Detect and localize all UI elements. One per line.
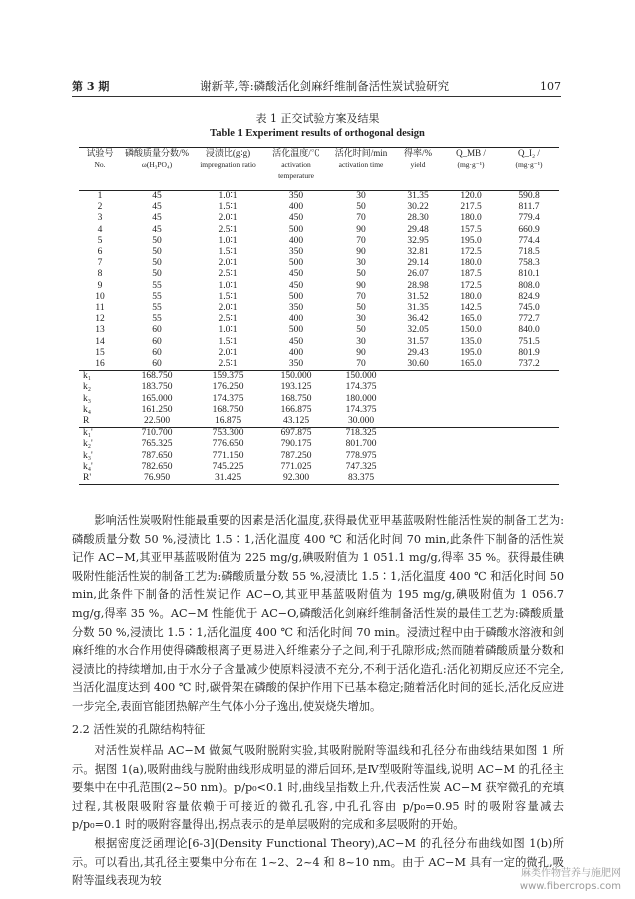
table-cell: 30.60 bbox=[407, 359, 429, 370]
table-cell: 753.300 bbox=[193, 428, 263, 440]
table-cell-empty bbox=[443, 462, 499, 473]
table-cell: 157.5 bbox=[460, 224, 482, 235]
table-cell: 450 bbox=[288, 213, 304, 224]
column-header bbox=[393, 148, 443, 191]
table-cell: 801.700 bbox=[345, 439, 377, 450]
table-cell-empty bbox=[499, 439, 559, 450]
table-cell: 31.52 bbox=[407, 291, 429, 302]
table-cell: 31.57 bbox=[407, 336, 429, 347]
table-cell-empty bbox=[443, 439, 499, 450]
table-cell-empty bbox=[443, 382, 499, 393]
table-cell: 90 bbox=[356, 280, 366, 291]
table-row bbox=[79, 394, 559, 405]
table-cell: k₂' bbox=[83, 439, 93, 450]
table-cell: 771.150 bbox=[212, 450, 244, 461]
table-cell: 1.5∶1 bbox=[218, 336, 238, 347]
table-cell: 12 bbox=[95, 314, 105, 325]
table-cell: 166.875 bbox=[280, 404, 312, 415]
column-header-cn: 得率/% bbox=[404, 148, 432, 158]
table-cell: 150.0 bbox=[460, 325, 482, 336]
table-cell: 90 bbox=[356, 224, 366, 235]
table-cell: 50 bbox=[152, 247, 162, 258]
table-row bbox=[79, 213, 559, 224]
table-cell: 50 bbox=[356, 269, 366, 280]
table-cell-empty bbox=[443, 394, 499, 405]
table-cell: 32.05 bbox=[407, 325, 429, 336]
table-caption-cn: 表 1 正交试验方案及结果 bbox=[255, 112, 380, 125]
column-header bbox=[193, 148, 263, 191]
running-header bbox=[72, 78, 561, 94]
column-header bbox=[329, 148, 393, 191]
table-cell: 790.175 bbox=[280, 439, 312, 450]
table-row bbox=[79, 191, 559, 203]
table-cell: 174.375 bbox=[345, 382, 377, 393]
table-cell: 55 bbox=[152, 303, 162, 314]
table-cell: k₃' bbox=[83, 450, 93, 461]
table-cell: 745.225 bbox=[212, 461, 244, 472]
table-cell: 751.5 bbox=[518, 336, 540, 347]
table-cell-empty bbox=[443, 428, 499, 440]
table-cell: k₁ bbox=[79, 371, 121, 383]
table-cell-empty bbox=[443, 451, 499, 462]
table-cell: 161.250 bbox=[141, 404, 173, 415]
table-cell: 400 bbox=[288, 314, 304, 325]
column-header-en: (mg·g⁻¹) bbox=[457, 160, 485, 169]
column-header bbox=[443, 148, 499, 191]
column-header-en: (mg·g⁻¹) bbox=[515, 160, 543, 169]
table-cell: 787.250 bbox=[280, 450, 312, 461]
table-cell: 70 bbox=[356, 235, 366, 246]
column-header bbox=[121, 148, 193, 191]
table-cell: 195.0 bbox=[460, 347, 482, 358]
column-header-en: No. bbox=[94, 160, 106, 169]
table-cell: 2.5∶1 bbox=[218, 269, 238, 280]
table-cell: 16.875 bbox=[214, 416, 242, 427]
table-cell: 120.0 bbox=[460, 191, 482, 201]
table-cell: 772.7 bbox=[518, 314, 540, 325]
table-cell: 450 bbox=[288, 280, 304, 291]
table-cell: 9 bbox=[97, 280, 103, 291]
table-cell: 1.5∶1 bbox=[218, 291, 238, 302]
table-cell: 13 bbox=[95, 325, 105, 336]
column-header-en: activation time bbox=[338, 160, 384, 169]
table-cell: 55 bbox=[152, 291, 162, 302]
table-cell: 400 bbox=[288, 202, 304, 213]
table-cell: 45 bbox=[152, 213, 162, 224]
table-cell: 90 bbox=[356, 247, 366, 258]
table-cell: 31.35 bbox=[407, 191, 429, 201]
table-cell: 824.9 bbox=[518, 291, 540, 302]
table-cell: 50 bbox=[152, 269, 162, 280]
table-cell: 765.325 bbox=[141, 439, 173, 450]
table-cell: 70 bbox=[356, 213, 366, 224]
table-cell-empty bbox=[393, 451, 443, 462]
column-header-en: ω(H₃PO₄) bbox=[141, 160, 173, 169]
table-cell: k₄' bbox=[83, 461, 93, 472]
table-caption-en: Table 1 Experiment results of orthogonal design bbox=[210, 128, 425, 139]
page-number: 107 bbox=[540, 79, 561, 93]
table-row bbox=[79, 371, 559, 383]
table-row bbox=[79, 258, 559, 269]
table-cell: 43.125 bbox=[282, 416, 310, 427]
table-cell-empty bbox=[393, 382, 443, 393]
table-cell: 150.000 bbox=[263, 371, 329, 383]
table-cell: 50 bbox=[152, 235, 162, 246]
table-row bbox=[79, 303, 559, 314]
table-cell: 2.5∶1 bbox=[218, 224, 238, 235]
table-cell: 500 bbox=[288, 291, 304, 302]
table-cell: 1.0∶1 bbox=[218, 191, 238, 201]
table-cell: 350 bbox=[288, 191, 304, 201]
table-cell: 1.0∶1 bbox=[218, 280, 238, 291]
table-cell-empty bbox=[393, 371, 443, 383]
table-cell: 30 bbox=[356, 258, 366, 269]
table-cell: 165.0 bbox=[460, 314, 482, 325]
table-cell: 70 bbox=[356, 359, 366, 370]
table-cell-empty bbox=[393, 416, 443, 428]
table-cell: 2.0∶1 bbox=[218, 258, 238, 269]
table-cell: 180.000 bbox=[345, 393, 377, 404]
table-cell: 500 bbox=[288, 224, 304, 235]
table-cell: 758.3 bbox=[518, 258, 540, 269]
table-cell-empty bbox=[393, 428, 443, 440]
table-cell: k₂ bbox=[83, 382, 92, 393]
table-cell: 50 bbox=[356, 325, 366, 336]
table-cell-empty bbox=[499, 428, 559, 440]
watermark-line2: www.fibercrops.com bbox=[519, 881, 621, 892]
table-cell-empty bbox=[499, 473, 559, 485]
table-cell: 174.375 bbox=[345, 404, 377, 415]
column-header-cn: Q_MB / bbox=[456, 148, 486, 158]
table-cell: 32.95 bbox=[407, 235, 429, 246]
table-cell: 2.0∶1 bbox=[218, 347, 238, 358]
table-cell: 50 bbox=[356, 303, 366, 314]
table-cell: 83.375 bbox=[329, 473, 393, 485]
table-cell: 660.9 bbox=[518, 224, 540, 235]
table-cell: 168.750 bbox=[280, 393, 312, 404]
column-header-cn: 磷酸质量分数/% bbox=[125, 148, 189, 158]
table-cell: 30.22 bbox=[407, 202, 429, 213]
table-cell-empty bbox=[443, 473, 499, 485]
paragraph: 影响活性炭吸附性能最重要的因素是活化温度,获得最优亚甲基蓝吸附性能活性炭的制备工艺为:磷酸质量分数 50 %,浸渍比 1.5∶1,活化温度 400 ℃ 和活化时间 70 min,此条件下制备的活性炭记作 AC−M,其亚甲基蓝吸附值为 225 mg/g,碘吸附值为 1 051.1 mg/g,得率 35 %。获得最佳碘吸附性能活性炭的制备工艺为:磷酸质量分数 55 %,浸渍比 1.5∶1,活化温度 400 ℃ 和活化时间 50 min,此条件下制备的活性炭记作 AC−O,其亚甲基蓝吸附值为 195 mg/g,碘吸附值为 1 056.7 mg/g,得率 35 %。AC−M 性能优于 AC−O,磷酸活化剑麻纤维制备活性炭的最佳工艺为:磷酸质量分数 50 %,浸渍比 1.5∶1,活化温度 400 ℃ 和活化时间 70 min。浸渍过程中由于磷酸水溶液和剑麻纤维的水合作用使得磷酸根离子更易进入纤维素分子之间,利于孔隙形成;然而随着磷酸质量分数和浸渍比的持续增加,由于水分子含量减少使原料浸渍不充分,不利于活化造孔:活化初期反应还不完全,当活化温度达到 400 ℃ 时,碳骨架在磷酸的保护作用下已基本稳定;随着活化时间的延长,活化反应进一步完全,表面官能团热解产生气体小分子逸出,使炭烧失增加。 bbox=[72, 514, 564, 713]
table-cell: 31.425 bbox=[193, 473, 263, 485]
table-cell-empty bbox=[443, 416, 499, 428]
table-cell: 2 bbox=[97, 202, 103, 213]
table-cell: 172.5 bbox=[460, 280, 482, 291]
table-cell: 60 bbox=[152, 347, 162, 358]
table-cell: 165.0 bbox=[460, 359, 482, 370]
table-cell: 810.1 bbox=[518, 269, 540, 280]
column-header bbox=[499, 148, 559, 191]
table-cell: 590.8 bbox=[518, 191, 540, 201]
table-row bbox=[79, 348, 559, 359]
table-row bbox=[79, 462, 559, 473]
table-cell-empty bbox=[499, 416, 559, 428]
table-cell: 350 bbox=[288, 303, 304, 314]
column-header-cn: Q_I₂ / bbox=[518, 148, 540, 158]
table-cell: 55 bbox=[152, 314, 162, 325]
table-cell: 31.35 bbox=[407, 303, 429, 314]
table-cell: 183.750 bbox=[141, 382, 173, 393]
table-cell: 11 bbox=[95, 303, 105, 314]
table-cell: 718.5 bbox=[518, 247, 540, 258]
table-cell: 172.5 bbox=[460, 247, 482, 258]
table-cell: 3 bbox=[97, 213, 103, 224]
table-row bbox=[79, 382, 559, 393]
table-cell: 710.700 bbox=[121, 428, 193, 440]
paragraph: 根据密度泛函理论[6-3](Density Functional Theory),AC−M 的孔径分布曲线如图 1(b)所示。可以看出,其孔径主要集中分布在 1~2、2~4 和 8~10 nm。由于 AC−M 具有一定的微孔,吸附等温线表现为较 bbox=[72, 836, 564, 888]
table-cell-empty bbox=[499, 405, 559, 416]
table-cell: 718.325 bbox=[329, 428, 393, 440]
table-cell: 1 bbox=[97, 191, 103, 201]
table-cell: 22.500 bbox=[143, 416, 171, 427]
table-cell: 26.07 bbox=[407, 269, 429, 280]
table-cell: 45 bbox=[152, 224, 162, 235]
table-cell: 168.750 bbox=[121, 371, 193, 383]
table-cell: 180.0 bbox=[460, 291, 482, 302]
table-cell: 1.5∶1 bbox=[218, 247, 238, 258]
table-cell: 159.375 bbox=[193, 371, 263, 383]
paragraph: 对活性炭样品 AC−M 做氮气吸附脱附实验,其吸附脱附等温线和孔径分布曲线结果如图 1 所示。据图 1(a),吸附曲线与脱附曲线形成明显的滞后回环,是Ⅳ型吸附等温线,说明 AC−M 的孔径主要集中在中孔范围(2~50 nm)。p/p₀<0.1 时,曲线呈指数上升,代表活性炭 AC−M 获窄微孔的充填过程,其极限吸附容量依赖于可接近的微孔孔容,中孔孔容由 p/p₀=0.95 时的吸附容量减去 p/p₀=0.1 时的吸附容量得出,拐点表示的是单层吸附的完成和多层吸附的开始。 bbox=[72, 744, 564, 832]
table-cell: 168.750 bbox=[212, 404, 244, 415]
table-cell: 774.4 bbox=[518, 235, 540, 246]
table-row bbox=[79, 225, 559, 236]
table-row bbox=[79, 281, 559, 292]
table-cell: 45 bbox=[152, 191, 162, 201]
orthogonal-results-table bbox=[79, 147, 559, 485]
table-row bbox=[79, 269, 559, 280]
table-cell: 187.5 bbox=[460, 269, 482, 280]
table-cell: 10 bbox=[95, 291, 105, 302]
table-cell: 29.43 bbox=[407, 347, 429, 358]
table-cell: 8 bbox=[97, 269, 103, 280]
table-cell: 30 bbox=[356, 336, 366, 347]
table-cell: 176.250 bbox=[212, 382, 244, 393]
table-cell: 135.0 bbox=[460, 336, 482, 347]
table-cell: 76.950 bbox=[121, 473, 193, 485]
table-row bbox=[79, 337, 559, 348]
table-cell: 7 bbox=[97, 258, 103, 269]
table-cell-empty bbox=[393, 394, 443, 405]
table-cell: 745.0 bbox=[518, 303, 540, 314]
table-cell: 350 bbox=[288, 359, 304, 370]
table-row bbox=[79, 473, 559, 485]
table-cell: 782.650 bbox=[141, 461, 173, 472]
header-rule bbox=[72, 96, 561, 97]
issue-label: 第 3 期 bbox=[72, 80, 110, 93]
table-cell: R' bbox=[79, 473, 121, 485]
table-cell: 180.0 bbox=[460, 213, 482, 224]
table-cell-empty bbox=[499, 462, 559, 473]
table-cell: 2.5∶1 bbox=[218, 359, 238, 370]
table-cell: k₁' bbox=[79, 428, 121, 440]
table-cell: R bbox=[83, 416, 90, 427]
table-cell: 45 bbox=[152, 202, 162, 213]
table-cell: 142.5 bbox=[460, 303, 482, 314]
table-cell: 450 bbox=[288, 336, 304, 347]
table-cell: 28.98 bbox=[407, 280, 429, 291]
column-header-cn: 试验号 bbox=[86, 148, 114, 158]
column-header-en: impregnation ratio bbox=[200, 160, 256, 169]
table-cell: 60 bbox=[152, 336, 162, 347]
table-cell: 60 bbox=[152, 359, 162, 370]
table-cell: 697.875 bbox=[263, 428, 329, 440]
table-cell: 29.48 bbox=[407, 224, 429, 235]
table-cell: 30.000 bbox=[347, 416, 375, 427]
table-cell: 350 bbox=[288, 247, 304, 258]
table-cell: 195.0 bbox=[460, 235, 482, 246]
column-header bbox=[263, 148, 329, 191]
table-row bbox=[79, 292, 559, 303]
column-header-en: yield bbox=[410, 160, 426, 169]
body-text-2 bbox=[72, 742, 564, 891]
table-cell: 811.7 bbox=[518, 202, 540, 213]
table-cell: 90 bbox=[356, 347, 366, 358]
table-row bbox=[79, 314, 559, 325]
table-cell: 217.5 bbox=[460, 202, 482, 213]
column-header-cn: 浸渍比(g∶g) bbox=[205, 148, 251, 158]
table-cell: 5 bbox=[97, 235, 103, 246]
table-cell: 787.650 bbox=[141, 450, 173, 461]
table-cell: 165.000 bbox=[141, 393, 173, 404]
column-header-cn: 活化时间/min bbox=[334, 148, 388, 158]
table-cell: 500 bbox=[288, 258, 304, 269]
table-cell: 193.125 bbox=[280, 382, 312, 393]
table-cell: 400 bbox=[288, 235, 304, 246]
table-cell-empty bbox=[443, 371, 499, 383]
table-cell-empty bbox=[499, 451, 559, 462]
table-cell: 2.5∶1 bbox=[218, 314, 238, 325]
column-header-cn: 活化温度/℃ bbox=[272, 148, 320, 158]
table-row bbox=[79, 416, 559, 428]
table-cell: 30 bbox=[356, 314, 366, 325]
table-cell: 737.2 bbox=[518, 359, 540, 370]
table-cell: k₄ bbox=[83, 404, 92, 415]
table-row bbox=[79, 359, 559, 371]
table-cell-empty bbox=[393, 439, 443, 450]
table-cell: 29.14 bbox=[407, 258, 429, 269]
table-cell: 4 bbox=[97, 224, 103, 235]
table-cell: 32.81 bbox=[407, 247, 429, 258]
table-cell: 50 bbox=[152, 258, 162, 269]
table-cell: 500 bbox=[288, 325, 304, 336]
table-cell-empty bbox=[393, 473, 443, 485]
column-header bbox=[79, 148, 121, 191]
table-cell: 16 bbox=[95, 359, 105, 370]
table-cell-empty bbox=[499, 382, 559, 393]
table-cell: 50 bbox=[356, 202, 366, 213]
table-cell: 2.0∶1 bbox=[218, 303, 238, 314]
table-row bbox=[79, 236, 559, 247]
table-cell: 174.375 bbox=[212, 393, 244, 404]
table-cell: 55 bbox=[152, 280, 162, 291]
table-cell: 1.0∶1 bbox=[218, 325, 238, 336]
table-cell: 747.325 bbox=[345, 461, 377, 472]
column-header-en: activation temperature bbox=[278, 160, 314, 180]
table-row bbox=[79, 247, 559, 258]
table-cell-empty bbox=[393, 405, 443, 416]
table-cell: 28.30 bbox=[407, 213, 429, 224]
table-row bbox=[79, 405, 559, 416]
body-text-1 bbox=[72, 512, 564, 717]
table-cell: 779.4 bbox=[518, 213, 540, 224]
table-row bbox=[79, 451, 559, 462]
table-cell: 14 bbox=[95, 336, 105, 347]
table-row bbox=[79, 325, 559, 336]
table-cell: 150.000 bbox=[329, 371, 393, 383]
table-cell: 2.0∶1 bbox=[218, 213, 238, 224]
table-cell: 36.42 bbox=[407, 314, 429, 325]
table-cell: 840.0 bbox=[518, 325, 540, 336]
table-cell: 92.300 bbox=[263, 473, 329, 485]
table-cell: 180.0 bbox=[460, 258, 482, 269]
table-cell-empty bbox=[499, 394, 559, 405]
table-cell-empty bbox=[443, 405, 499, 416]
table-cell-empty bbox=[393, 462, 443, 473]
table-cell: k₃ bbox=[83, 393, 92, 404]
table-cell: 15 bbox=[95, 347, 105, 358]
table-cell: 450 bbox=[288, 269, 304, 280]
running-title: 谢新苹,等:磷酸活化剑麻纤维制备活性炭试验研究 bbox=[200, 79, 450, 93]
table-cell: 60 bbox=[152, 325, 162, 336]
table-cell: 6 bbox=[97, 247, 103, 258]
table-cell: 30 bbox=[356, 191, 366, 201]
table-cell: 778.975 bbox=[345, 450, 377, 461]
table-cell: 1.0∶1 bbox=[218, 235, 238, 246]
table-cell: 1.5∶1 bbox=[218, 202, 238, 213]
table-cell: 808.0 bbox=[518, 280, 540, 291]
table-cell: 70 bbox=[356, 291, 366, 302]
table-cell: 771.025 bbox=[280, 461, 312, 472]
watermark-line1: 麻类作物营养与施肥网 bbox=[521, 868, 621, 879]
watermark bbox=[520, 867, 621, 893]
table-row bbox=[79, 428, 559, 440]
section-heading: 2.2 活性炭的孔隙结构特征 bbox=[72, 723, 206, 736]
table-cell: 801.9 bbox=[518, 347, 540, 358]
table-cell: 776.650 bbox=[212, 439, 244, 450]
table-cell: 400 bbox=[288, 347, 304, 358]
table-row bbox=[79, 439, 559, 450]
table-cell-empty bbox=[499, 371, 559, 383]
table-row bbox=[79, 202, 559, 213]
